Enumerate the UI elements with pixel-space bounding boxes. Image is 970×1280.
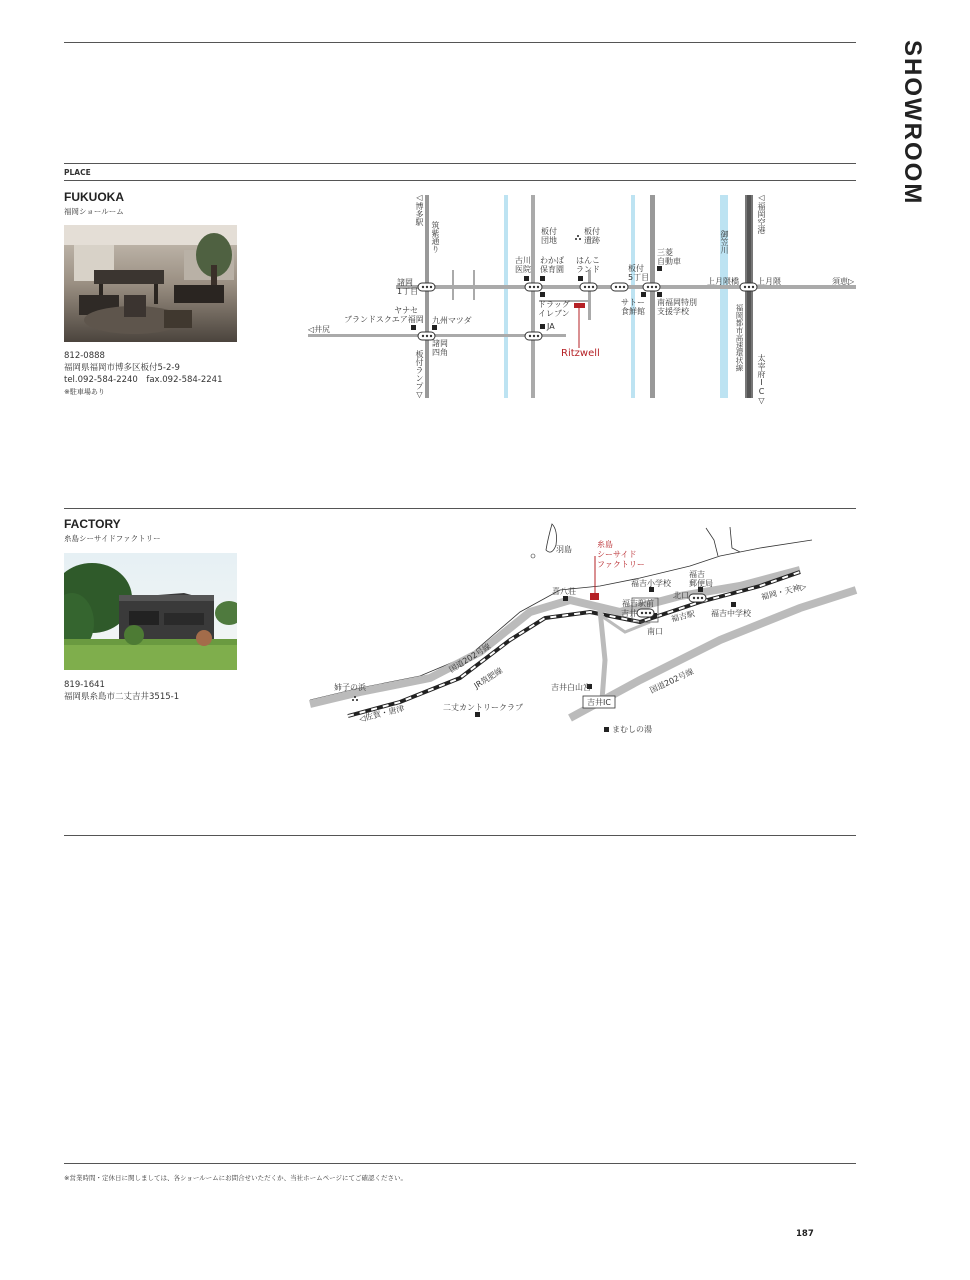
label-minami-school: 南福岡特別 支援学校 <box>657 298 697 316</box>
factory-marker <box>590 593 599 600</box>
label-kyushu-mazda: 九州マツダ <box>432 316 472 325</box>
label-sue: 須恵▷ <box>832 277 855 286</box>
label-toshi-kosoku: 福岡都市高速環状線 <box>735 304 744 372</box>
coast-harbor <box>706 527 740 556</box>
label-furukawa: 古川 医院 <box>515 256 531 274</box>
label-fukuoka-tenjin: 福岡・天神▷ <box>760 581 808 602</box>
factory-address: 福岡県糸島市二丈吉井3515-1 <box>64 692 180 702</box>
fukuoka-title: FUKUOKA <box>64 190 124 204</box>
label-sato: サトー 食鮮館 <box>621 298 645 316</box>
label-fukuyoshi-yubin: 福吉 郵便局 <box>689 570 713 588</box>
label-kamitsukikuma: 上月隈 <box>757 277 781 286</box>
label-fukuoka-kuko: ◁福岡空港 <box>757 193 766 234</box>
factory-subtitle: 糸島シーサイドファクトリー <box>64 534 161 543</box>
label-drug: ドラッグ イレブン <box>538 300 570 318</box>
label-fukuyoshi-ekimae: 福吉駅前 <box>622 599 654 608</box>
label-chikushi-dori: 筑紫通り <box>431 221 440 253</box>
label-dazaifu-ic: 太宰府IC▽ <box>757 354 766 405</box>
label-anegonohama: 姉子の浜 <box>334 683 366 692</box>
coastline <box>310 540 812 700</box>
label-itazuke5: 板付 5丁目 <box>628 264 650 282</box>
label-fukuyoshi-chu: 福吉中学校 <box>711 609 751 618</box>
label-kokudo202-b: 国道202号線 <box>648 666 696 696</box>
label-fukuyoshi-sho: 福吉小学校 <box>631 579 671 588</box>
label-mamushi: まむしの湯 <box>612 725 652 734</box>
fukuoka-address: 福岡県福岡市博多区板付5-2-9 <box>64 363 180 373</box>
fukuoka-subtitle: 福岡ショールーム <box>64 207 124 216</box>
label-itazuke-iseki: 板付 遺跡 <box>584 227 600 245</box>
label-ijiri: ◁井尻 <box>308 325 331 334</box>
label-mikasagawa: 御笠川 <box>720 230 729 254</box>
label-saga-karatsu: ◁佐賀・唐津 <box>358 703 406 724</box>
label-ritzwell: Ritzwell <box>561 348 600 359</box>
island-hashima <box>546 524 557 552</box>
label-hanko: はんこ ランド <box>576 256 600 274</box>
fukuoka-parking-note: ※駐車場あり <box>64 388 105 396</box>
label-fukuyoshi-eki: 福吉駅 <box>670 609 696 624</box>
fukuoka-postal: 812-0888 <box>64 351 105 361</box>
factory-postal: 819-1641 <box>64 680 105 690</box>
label-hashima: 羽島 <box>556 545 572 554</box>
label-kihachiso: 喜八荘 <box>552 587 576 596</box>
label-itazuke-danchi: 板付 団地 <box>541 227 557 245</box>
label-nijo-cc: 二丈カントリークラブ <box>443 703 523 712</box>
label-morooka1: 諸岡 1丁目 <box>397 278 419 296</box>
footnote: ※営業時間・定休日に関しましては、各ショールームにお問合せいただくか、当社ホームページにてご確認ください。 <box>64 1174 408 1182</box>
label-itazuke-ramp: 板付ランプ▽ <box>415 350 424 399</box>
label-yoshii-hakusan: 吉井白山宮 <box>551 683 591 692</box>
label-kitaguchi: 北口 <box>673 591 689 600</box>
page-number: 187 <box>796 1229 814 1239</box>
label-ja: JA <box>547 322 555 331</box>
label-morooka-yotsukado: 諸岡 四角 <box>432 339 448 357</box>
showroom-heading: SHOWROOM <box>899 40 926 206</box>
label-yoshii-ic: 吉井IC <box>587 698 611 707</box>
road-connector <box>600 610 605 700</box>
factory-title: FACTORY <box>64 517 121 531</box>
label-kamitsukikuma-bashi: 上月隈橋 <box>707 277 739 286</box>
label-hakata-eki: ◁博多駅 <box>415 193 424 226</box>
label-itoshima-factory: 糸島 シーサイド ファクトリー <box>597 540 645 569</box>
label-wakaba: わかば 保育園 <box>540 256 564 274</box>
fukuoka-tel-fax: tel.092-584-2240 fax.092-584-2241 <box>64 375 223 385</box>
label-yanase: ヤナセ ブランドスクエア福岡 <box>344 306 424 324</box>
label-mitsubishi: 三菱 自動車 <box>657 248 681 266</box>
label-jr: JR筑肥線 <box>472 665 505 691</box>
label-yoshii: 吉井 <box>621 609 637 618</box>
place-label: PLACE <box>64 168 91 177</box>
label-kokudo202-a: 国道202号線 <box>447 641 493 675</box>
label-minamiguchi: 南口 <box>647 627 663 636</box>
